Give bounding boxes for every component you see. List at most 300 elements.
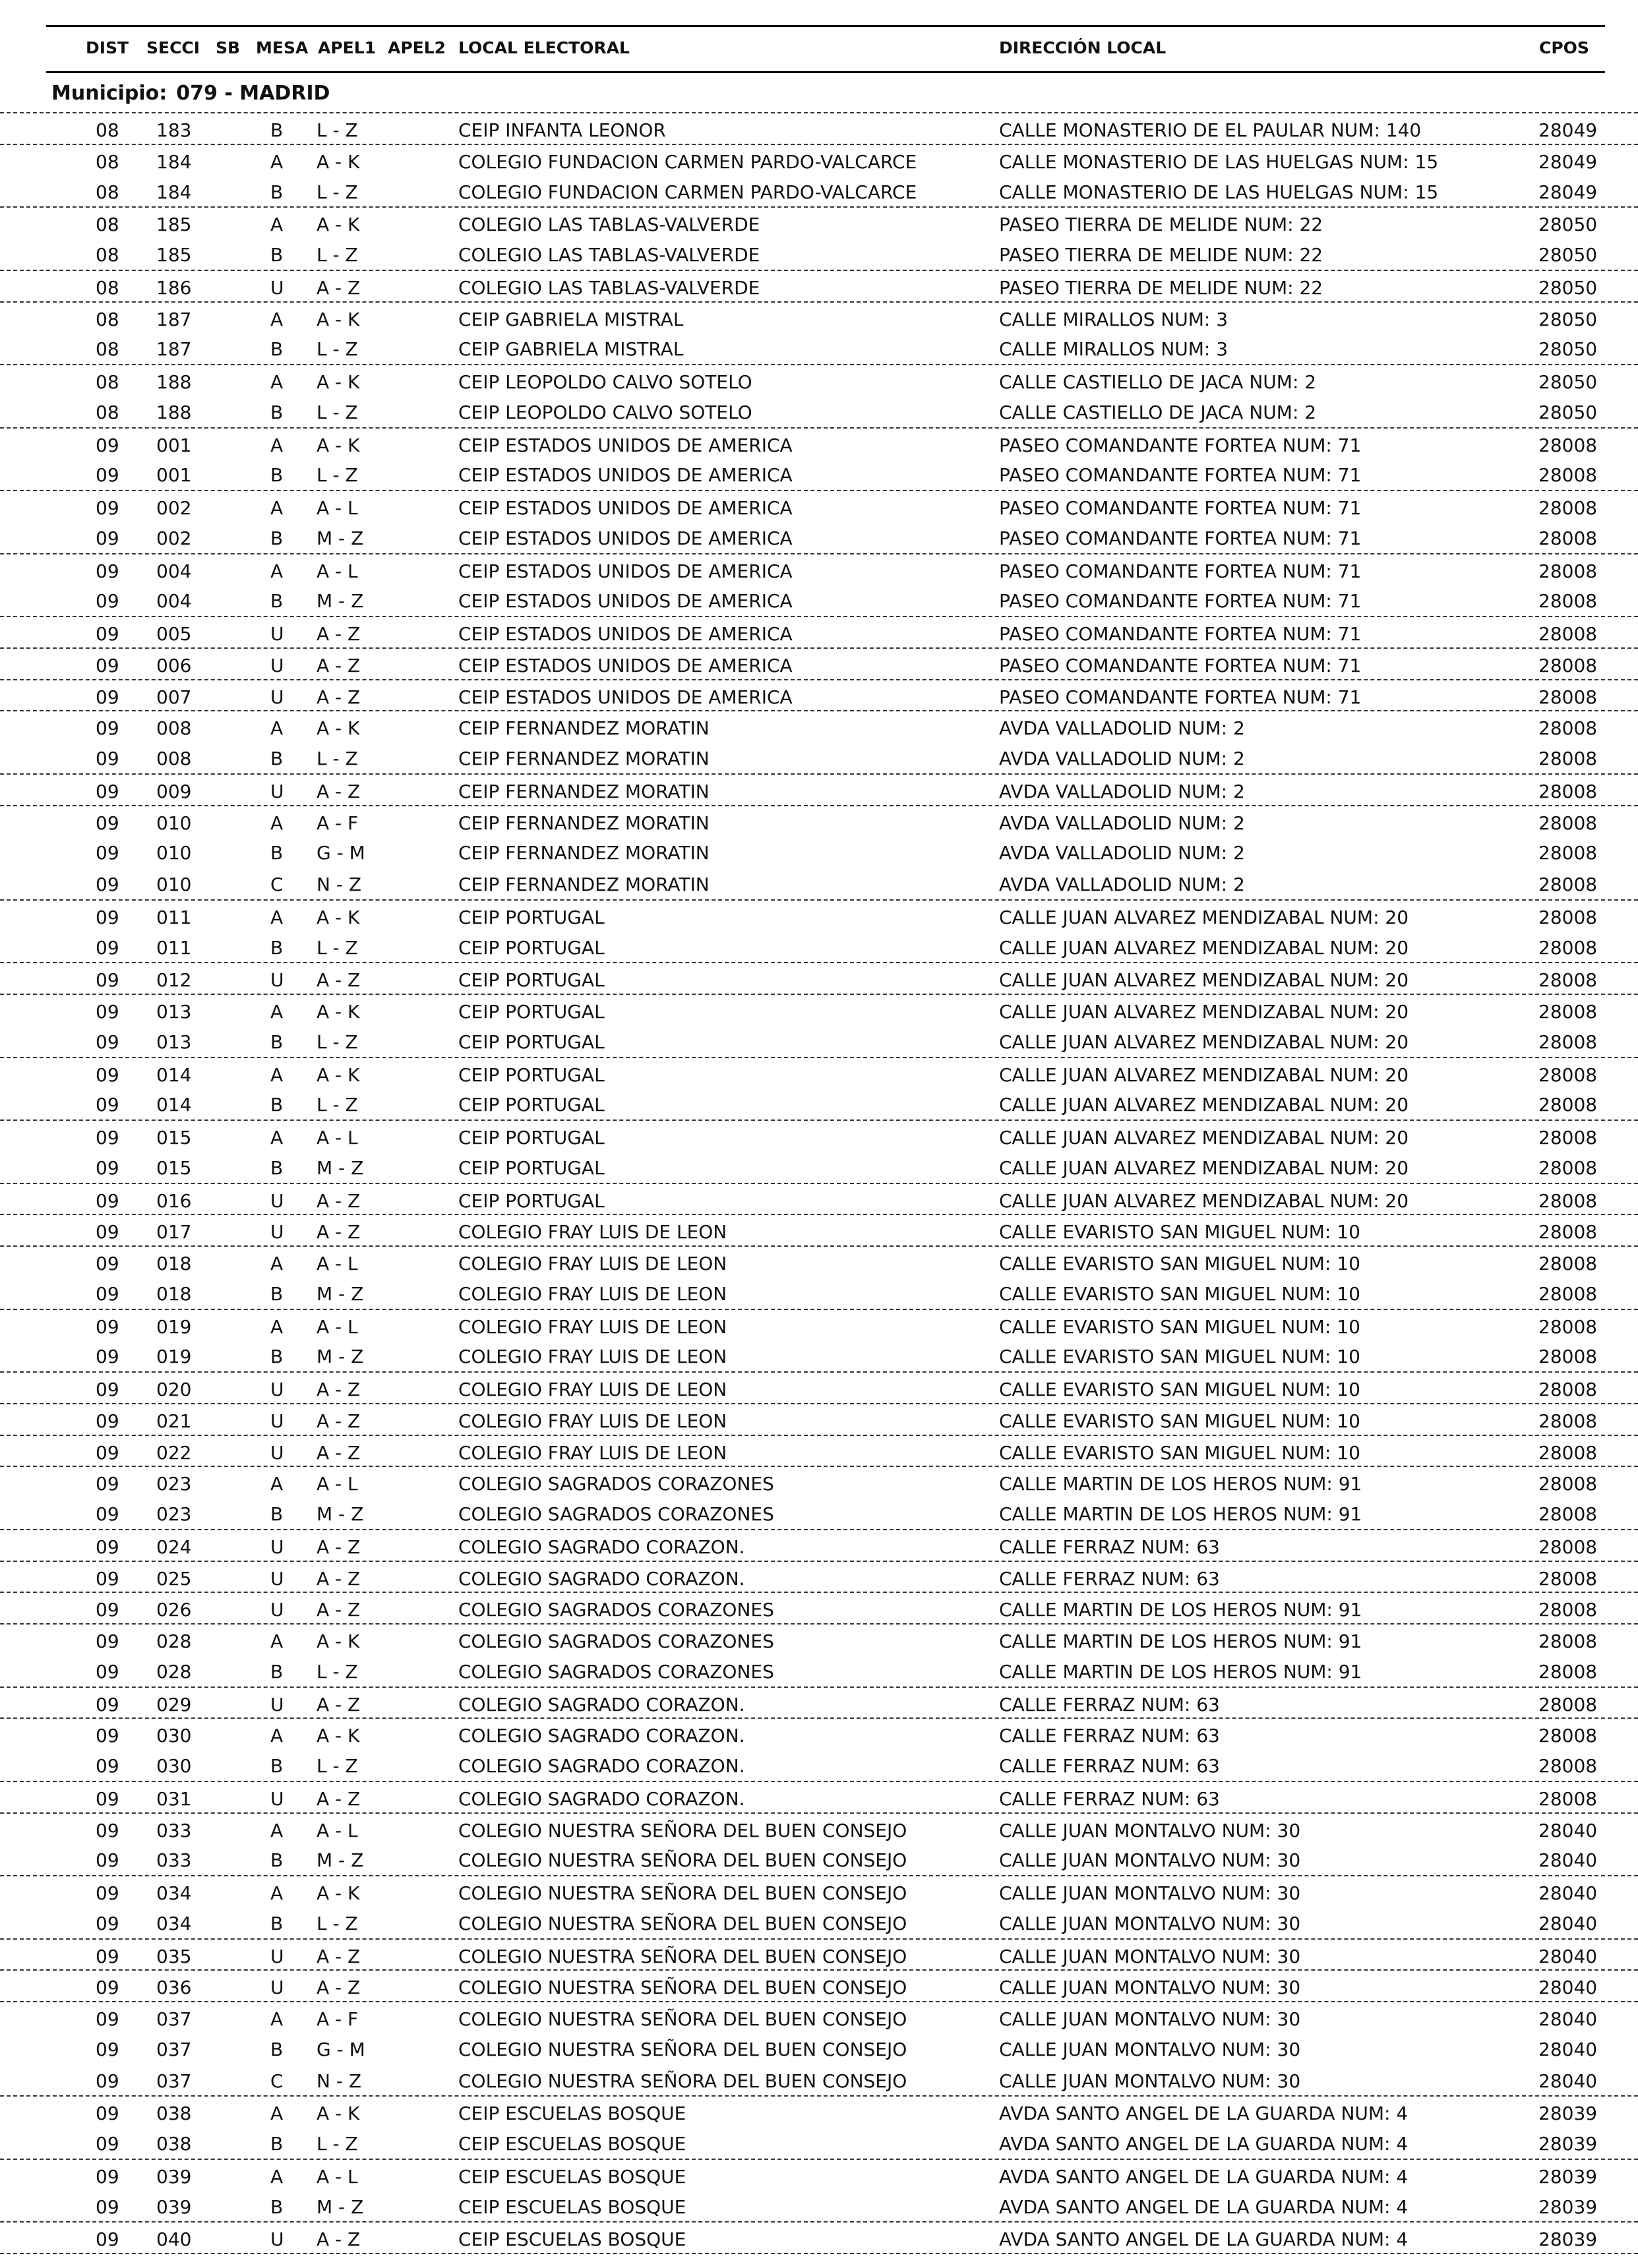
cpos-cell: 28049 xyxy=(1538,181,1598,203)
direccion-cell: CALLE JUAN MONTALVO NUM: 30 xyxy=(999,2070,1301,2092)
secci-cell: 014 xyxy=(156,1094,192,1116)
table-row xyxy=(0,1057,1638,1090)
cpos-cell: 28040 xyxy=(1538,1945,1598,1967)
sb-cell: A xyxy=(270,371,284,393)
cpos-cell: 28008 xyxy=(1538,812,1598,834)
dist-cell: 08 xyxy=(96,214,119,236)
cpos-cell: 28008 xyxy=(1538,1787,1598,1810)
dist-cell: 09 xyxy=(96,936,119,959)
cpos-cell: 28008 xyxy=(1538,497,1598,519)
sb-cell: A xyxy=(270,1473,284,1495)
sb-cell: U xyxy=(270,1536,284,1558)
local-cell: COLEGIO NUESTRA SEÑORA DEL BUEN CONSEJO xyxy=(458,1882,907,1904)
apel1-cell: M - Z xyxy=(317,1849,364,1872)
direccion-cell: AVDA VALLADOLID NUM: 2 xyxy=(999,812,1245,834)
cpos-cell: 28040 xyxy=(1538,2008,1598,2030)
table-row xyxy=(0,994,1638,1027)
sb-cell: U xyxy=(270,2228,284,2251)
cpos-cell: 28050 xyxy=(1538,371,1598,393)
table-row xyxy=(0,836,1638,868)
sb-cell: A xyxy=(270,560,284,582)
dist-cell: 08 xyxy=(96,371,119,393)
dist-cell: 09 xyxy=(96,1282,119,1305)
apel1-cell: A - Z xyxy=(317,969,361,992)
local-cell: CEIP ESTADOS UNIDOS DE AMERICA xyxy=(458,560,793,582)
apel1-cell: L - Z xyxy=(317,936,358,959)
sb-cell: B xyxy=(270,2195,284,2218)
dist-cell: 09 xyxy=(96,1882,119,1904)
dist-cell: 09 xyxy=(96,969,119,992)
secci-cell: 028 xyxy=(156,1660,192,1683)
local-cell: CEIP PORTUGAL xyxy=(458,1001,605,1023)
cpos-cell: 28039 xyxy=(1538,2165,1598,2188)
secci-cell: 031 xyxy=(156,1787,192,1810)
apel1-cell: A - L xyxy=(317,2165,358,2188)
sb-cell: A xyxy=(270,497,284,519)
direccion-cell: PASEO COMANDANTE FORTEA NUM: 71 xyxy=(999,560,1362,582)
direccion-cell: CALLE MONASTERIO DE LAS HUELGAS NUM: 15 xyxy=(999,181,1439,203)
table-row xyxy=(0,2221,1638,2254)
direccion-cell: AVDA SANTO ANGEL DE LA GUARDA NUM: 4 xyxy=(999,2228,1409,2251)
table-row xyxy=(0,144,1638,177)
cpos-cell: 28008 xyxy=(1538,1725,1598,1747)
dist-cell: 09 xyxy=(96,1725,119,1747)
table-row xyxy=(0,270,1638,303)
direccion-cell: PASEO TIERRA DE MELIDE NUM: 22 xyxy=(999,244,1323,266)
dist-cell: 09 xyxy=(96,527,119,549)
table-row xyxy=(0,1277,1638,1309)
dist-cell: 09 xyxy=(96,1441,119,1464)
sb-cell: A xyxy=(270,1253,284,1274)
cpos-cell: 28008 xyxy=(1538,1503,1598,1525)
direccion-cell: CALLE MARTIN DE LOS HEROS NUM: 91 xyxy=(999,1630,1362,1652)
local-cell: COLEGIO SAGRADOS CORAZONES xyxy=(458,1473,774,1495)
sb-cell: B xyxy=(270,1094,284,1116)
sb-cell: A xyxy=(270,1882,284,1904)
direccion-cell: CALLE JUAN MONTALVO NUM: 30 xyxy=(999,2038,1301,2060)
direccion-cell: PASEO COMANDANTE FORTEA NUM: 71 xyxy=(999,623,1362,645)
local-cell: COLEGIO FRAY LUIS DE LEON xyxy=(458,1379,727,1400)
local-cell: COLEGIO NUESTRA SEÑORA DEL BUEN CONSEJO xyxy=(458,1912,907,1934)
apel1-cell: A - Z xyxy=(317,1787,361,1810)
sb-cell: U xyxy=(270,686,284,708)
cpos-cell: 28008 xyxy=(1538,1379,1598,1400)
sb-cell: B xyxy=(270,1755,284,1777)
local-cell: CEIP ESTADOS UNIDOS DE AMERICA xyxy=(458,464,793,487)
direccion-cell: CALLE MIRALLOS NUM: 3 xyxy=(999,338,1228,361)
secci-cell: 019 xyxy=(156,1315,192,1338)
direccion-cell: CALLE JUAN ALVAREZ MENDIZABAL NUM: 20 xyxy=(999,906,1409,928)
dist-cell: 09 xyxy=(96,842,119,864)
sb-cell: B xyxy=(270,748,284,769)
secci-cell: 026 xyxy=(156,1599,192,1621)
sb-cell: B xyxy=(270,2038,284,2060)
apel1-cell: A - Z xyxy=(317,686,361,708)
local-cell: CEIP PORTUGAL xyxy=(458,1189,605,1212)
apel1-cell: A - Z xyxy=(317,623,361,645)
table-row xyxy=(0,1781,1638,1814)
table-row xyxy=(0,396,1638,427)
cpos-cell: 28008 xyxy=(1538,623,1598,645)
dist-cell: 08 xyxy=(96,276,119,299)
direccion-cell: CALLE FERRAZ NUM: 63 xyxy=(999,1755,1220,1777)
direccion-cell: CALLE CASTIELLO DE JACA NUM: 2 xyxy=(999,401,1317,423)
cpos-cell: 28039 xyxy=(1538,2195,1598,2218)
local-cell: COLEGIO SAGRADO CORAZON. xyxy=(458,1787,745,1810)
apel1-cell: A - L xyxy=(317,497,358,519)
sb-cell: U xyxy=(270,1221,284,1243)
apel1-cell: A - K xyxy=(317,1063,360,1086)
sb-cell: A xyxy=(270,2103,284,2125)
cpos-cell: 28040 xyxy=(1538,2070,1598,2092)
table-row xyxy=(0,206,1638,239)
cpos-cell: 28008 xyxy=(1538,527,1598,549)
dist-cell: 09 xyxy=(96,1787,119,1810)
secci-cell: 008 xyxy=(156,717,192,740)
direccion-cell: CALLE FERRAZ NUM: 63 xyxy=(999,1693,1220,1716)
dist-cell: 09 xyxy=(96,654,119,676)
secci-cell: 005 xyxy=(156,623,192,645)
dist-cell: 09 xyxy=(96,623,119,645)
secci-cell: 187 xyxy=(156,338,192,361)
sb-cell: A xyxy=(270,717,284,740)
local-cell: CEIP PORTUGAL xyxy=(458,1030,605,1053)
dist-cell: 08 xyxy=(96,308,119,330)
dist-cell: 09 xyxy=(96,2008,119,2030)
direccion-cell: CALLE EVARISTO SAN MIGUEL NUM: 10 xyxy=(999,1346,1360,1368)
cpos-cell: 28008 xyxy=(1538,842,1598,864)
secci-cell: 185 xyxy=(156,244,192,266)
secci-cell: 028 xyxy=(156,1630,192,1652)
cpos-cell: 28008 xyxy=(1538,969,1598,992)
apel1-cell: L - Z xyxy=(317,1094,358,1116)
cpos-cell: 28008 xyxy=(1538,1127,1598,1149)
local-cell: COLEGIO LAS TABLAS-VALVERDE xyxy=(458,276,760,299)
apel1-cell: A - F xyxy=(317,2008,359,2030)
dist-cell: 09 xyxy=(96,1473,119,1495)
cpos-cell: 28039 xyxy=(1538,2228,1598,2251)
cpos-cell: 28008 xyxy=(1538,1599,1598,1621)
sb-cell: A xyxy=(270,214,284,236)
direccion-cell: CALLE JUAN MONTALVO NUM: 30 xyxy=(999,1882,1301,1904)
municipio-label: Municipio: xyxy=(51,82,167,105)
apel1-cell: A - K xyxy=(317,1001,360,1023)
table-row xyxy=(0,1969,1638,2002)
direccion-cell: CALLE JUAN ALVAREZ MENDIZABAL NUM: 20 xyxy=(999,1063,1409,1086)
apel1-cell: A - Z xyxy=(317,1379,361,1400)
dist-cell: 09 xyxy=(96,1410,119,1432)
secci-cell: 019 xyxy=(156,1346,192,1368)
apel1-cell: A - Z xyxy=(317,276,361,299)
sb-cell: U xyxy=(270,276,284,299)
local-cell: COLEGIO NUESTRA SEÑORA DEL BUEN CONSEJO xyxy=(458,2070,907,2092)
secci-cell: 013 xyxy=(156,1001,192,1023)
local-cell: COLEGIO SAGRADO CORAZON. xyxy=(458,1725,745,1747)
sb-cell: U xyxy=(270,1441,284,1464)
dist-cell: 09 xyxy=(96,497,119,519)
header-mesa: MESA xyxy=(256,38,309,57)
municipio-value: 079 - MADRID xyxy=(176,82,330,105)
table-end-rule xyxy=(0,2253,1638,2254)
dist-cell: 09 xyxy=(96,1315,119,1338)
sb-cell: U xyxy=(270,1977,284,1999)
direccion-cell: PASEO COMANDANTE FORTEA NUM: 71 xyxy=(999,497,1362,519)
apel1-cell: G - M xyxy=(317,842,365,864)
dist-cell: 09 xyxy=(96,1189,119,1212)
dist-cell: 09 xyxy=(96,748,119,769)
sb-cell: B xyxy=(270,1030,284,1053)
direccion-cell: PASEO TIERRA DE MELIDE NUM: 22 xyxy=(999,276,1323,299)
cpos-cell: 28040 xyxy=(1538,1849,1598,1872)
local-cell: CEIP FERNANDEZ MORATIN xyxy=(458,780,710,802)
dist-cell: 09 xyxy=(96,1849,119,1872)
table-row xyxy=(0,112,1638,145)
secci-cell: 020 xyxy=(156,1379,192,1400)
cpos-cell: 28008 xyxy=(1538,1441,1598,1464)
cpos-cell: 28008 xyxy=(1538,560,1598,582)
table-row xyxy=(0,490,1638,523)
secci-cell: 014 xyxy=(156,1063,192,1086)
direccion-cell: CALLE JUAN ALVAREZ MENDIZABAL NUM: 20 xyxy=(999,1094,1409,1116)
secci-cell: 033 xyxy=(156,1819,192,1841)
secci-cell: 015 xyxy=(156,1156,192,1179)
secci-cell: 010 xyxy=(156,842,192,864)
secci-cell: 033 xyxy=(156,1849,192,1872)
dist-cell: 09 xyxy=(96,1001,119,1023)
direccion-cell: AVDA VALLADOLID NUM: 2 xyxy=(999,780,1245,802)
table-row xyxy=(0,1214,1638,1247)
cpos-cell: 28050 xyxy=(1538,214,1598,236)
sb-cell: A xyxy=(270,2008,284,2030)
secci-cell: 188 xyxy=(156,371,192,393)
table-row xyxy=(0,1875,1638,1908)
dist-cell: 08 xyxy=(96,244,119,266)
direccion-cell: PASEO COMANDANTE FORTEA NUM: 71 xyxy=(999,434,1362,456)
table-row xyxy=(0,805,1638,838)
dist-cell: 09 xyxy=(96,560,119,582)
secci-cell: 183 xyxy=(156,119,192,141)
secci-cell: 040 xyxy=(156,2228,192,2251)
secci-cell: 034 xyxy=(156,1912,192,1934)
apel1-cell: A - K xyxy=(317,434,360,456)
sb-cell: U xyxy=(270,780,284,802)
apel1-cell: A - L xyxy=(317,1473,358,1495)
dist-cell: 09 xyxy=(96,874,119,895)
sb-cell: U xyxy=(270,1189,284,1212)
apel1-cell: A - L xyxy=(317,1315,358,1338)
apel1-cell: A - K xyxy=(317,150,360,173)
cpos-cell: 28008 xyxy=(1538,1315,1598,1338)
apel1-cell: A - K xyxy=(317,214,360,236)
dist-cell: 09 xyxy=(96,2070,119,2092)
apel1-cell: A - Z xyxy=(317,1221,361,1243)
direccion-cell: CALLE JUAN ALVAREZ MENDIZABAL NUM: 20 xyxy=(999,936,1409,959)
direccion-cell: CALLE EVARISTO SAN MIGUEL NUM: 10 xyxy=(999,1282,1360,1305)
secci-cell: 029 xyxy=(156,1693,192,1716)
secci-cell: 037 xyxy=(156,2038,192,2060)
secci-cell: 035 xyxy=(156,1945,192,1967)
local-cell: CEIP ESTADOS UNIDOS DE AMERICA xyxy=(458,590,793,612)
dist-cell: 09 xyxy=(96,1536,119,1558)
local-cell: CEIP ESTADOS UNIDOS DE AMERICA xyxy=(458,434,793,456)
direccion-cell: AVDA VALLADOLID NUM: 2 xyxy=(999,874,1245,895)
table-row xyxy=(0,1183,1638,1216)
apel1-cell: A - K xyxy=(317,308,360,330)
direccion-cell: CALLE JUAN MONTALVO NUM: 30 xyxy=(999,1945,1301,1967)
local-cell: CEIP ESCUELAS BOSQUE xyxy=(458,2165,686,2188)
sb-cell: A xyxy=(270,1001,284,1023)
sb-cell: U xyxy=(270,1787,284,1810)
local-cell: COLEGIO FRAY LUIS DE LEON xyxy=(458,1315,727,1338)
local-cell: COLEGIO LAS TABLAS-VALVERDE xyxy=(458,244,760,266)
apel1-cell: L - Z xyxy=(317,748,358,769)
secci-cell: 023 xyxy=(156,1473,192,1495)
direccion-cell: AVDA SANTO ANGEL DE LA GUARDA NUM: 4 xyxy=(999,2133,1409,2155)
local-cell: CEIP FERNANDEZ MORATIN xyxy=(458,717,710,740)
cpos-cell: 28008 xyxy=(1538,1755,1598,1777)
direccion-cell: PASEO COMANDANTE FORTEA NUM: 71 xyxy=(999,654,1362,676)
local-cell: COLEGIO NUESTRA SEÑORA DEL BUEN CONSEJO xyxy=(458,2038,907,2060)
sb-cell: B xyxy=(270,590,284,612)
dist-cell: 09 xyxy=(96,1819,119,1841)
secci-cell: 023 xyxy=(156,1503,192,1525)
local-cell: COLEGIO SAGRADO CORAZON. xyxy=(458,1693,745,1716)
table-row xyxy=(0,1749,1638,1781)
sb-cell: B xyxy=(270,1912,284,1934)
secci-cell: 011 xyxy=(156,936,192,959)
header-secci: SECCI xyxy=(146,38,200,57)
cpos-cell: 28050 xyxy=(1538,244,1598,266)
direccion-cell: CALLE EVARISTO SAN MIGUEL NUM: 10 xyxy=(999,1253,1360,1274)
dist-cell: 08 xyxy=(96,181,119,203)
dist-cell: 09 xyxy=(96,1977,119,1999)
local-cell: CEIP GABRIELA MISTRAL xyxy=(458,338,684,361)
direccion-cell: CALLE JUAN ALVAREZ MENDIZABAL NUM: 20 xyxy=(999,1001,1409,1023)
local-cell: COLEGIO NUESTRA SEÑORA DEL BUEN CONSEJO xyxy=(458,1819,907,1841)
secci-cell: 011 xyxy=(156,906,192,928)
apel1-cell: L - Z xyxy=(317,1755,358,1777)
dist-cell: 09 xyxy=(96,1379,119,1400)
secci-cell: 037 xyxy=(156,2070,192,2092)
dist-cell: 09 xyxy=(96,2165,119,2188)
dist-cell: 09 xyxy=(96,590,119,612)
apel1-cell: A - Z xyxy=(317,1536,361,1558)
secci-cell: 021 xyxy=(156,1410,192,1432)
table-row xyxy=(0,1686,1638,1719)
apel1-cell: M - Z xyxy=(317,2195,364,2218)
local-cell: COLEGIO SAGRADOS CORAZONES xyxy=(458,1599,774,1621)
cpos-cell: 28039 xyxy=(1538,2103,1598,2125)
apel1-cell: M - Z xyxy=(317,1282,364,1305)
table-row xyxy=(0,679,1638,712)
secci-cell: 012 xyxy=(156,969,192,992)
cpos-cell: 28049 xyxy=(1538,150,1598,173)
apel1-cell: A - F xyxy=(317,812,359,834)
direccion-cell: CALLE FERRAZ NUM: 63 xyxy=(999,1567,1220,1590)
sb-cell: B xyxy=(270,2133,284,2155)
direccion-cell: PASEO TIERRA DE MELIDE NUM: 22 xyxy=(999,214,1323,236)
sb-cell: B xyxy=(270,401,284,423)
direccion-cell: AVDA VALLADOLID NUM: 2 xyxy=(999,717,1245,740)
table-row xyxy=(0,238,1638,270)
secci-cell: 013 xyxy=(156,1030,192,1053)
cpos-cell: 28008 xyxy=(1538,464,1598,487)
apel1-cell: A - K xyxy=(317,2103,360,2125)
dist-cell: 09 xyxy=(96,1912,119,1934)
header-sb: SB xyxy=(216,38,241,57)
local-cell: CEIP GABRIELA MISTRAL xyxy=(458,308,684,330)
table-row xyxy=(0,647,1638,680)
local-cell: CEIP ESTADOS UNIDOS DE AMERICA xyxy=(458,623,793,645)
local-cell: CEIP FERNANDEZ MORATIN xyxy=(458,842,710,864)
local-cell: CEIP PORTUGAL xyxy=(458,936,605,959)
cpos-cell: 28008 xyxy=(1538,1630,1598,1652)
table-row xyxy=(0,175,1638,207)
table-row xyxy=(0,1309,1638,1342)
sb-cell: B xyxy=(270,842,284,864)
apel1-cell: A - K xyxy=(317,1630,360,1652)
local-cell: COLEGIO SAGRADOS CORAZONES xyxy=(458,1660,774,1683)
local-cell: CEIP ESCUELAS BOSQUE xyxy=(458,2103,686,2125)
direccion-cell: AVDA SANTO ANGEL DE LA GUARDA NUM: 4 xyxy=(999,2165,1409,2188)
cpos-cell: 28008 xyxy=(1538,748,1598,769)
direccion-cell: CALLE FERRAZ NUM: 63 xyxy=(999,1787,1220,1810)
apel1-cell: L - Z xyxy=(317,2133,358,2155)
secci-cell: 184 xyxy=(156,181,192,203)
secci-cell: 004 xyxy=(156,560,192,582)
dist-cell: 08 xyxy=(96,119,119,141)
table-row xyxy=(0,2064,1638,2096)
top-rule xyxy=(46,25,1605,27)
direccion-cell: AVDA VALLADOLID NUM: 2 xyxy=(999,748,1245,769)
apel1-cell: L - Z xyxy=(317,244,358,266)
secci-cell: 039 xyxy=(156,2195,192,2218)
table-row xyxy=(0,1466,1638,1499)
cpos-cell: 28008 xyxy=(1538,654,1598,676)
local-cell: COLEGIO FRAY LUIS DE LEON xyxy=(458,1253,727,1274)
secci-cell: 001 xyxy=(156,464,192,487)
cpos-cell: 28040 xyxy=(1538,1912,1598,1934)
cpos-cell: 28040 xyxy=(1538,1819,1598,1841)
apel1-cell: A - Z xyxy=(317,1441,361,1464)
table-row xyxy=(0,522,1638,553)
sb-cell: A xyxy=(270,434,284,456)
sb-cell: B xyxy=(270,527,284,549)
table-row xyxy=(0,1529,1638,1562)
apel1-cell: A - K xyxy=(317,906,360,928)
sb-cell: A xyxy=(270,1315,284,1338)
direccion-cell: AVDA VALLADOLID NUM: 2 xyxy=(999,842,1245,864)
table-row xyxy=(0,1592,1638,1625)
table-row xyxy=(0,2095,1638,2128)
apel1-cell: A - Z xyxy=(317,1693,361,1716)
table-row xyxy=(0,616,1638,649)
secci-cell: 185 xyxy=(156,214,192,236)
dist-cell: 09 xyxy=(96,1253,119,1274)
dist-cell: 09 xyxy=(96,1127,119,1149)
direccion-cell: CALLE JUAN MONTALVO NUM: 30 xyxy=(999,2008,1301,2030)
header-dist: DIST xyxy=(86,38,129,57)
cpos-cell: 28050 xyxy=(1538,308,1598,330)
apel1-cell: A - L xyxy=(317,1127,358,1149)
local-cell: COLEGIO NUESTRA SEÑORA DEL BUEN CONSEJO xyxy=(458,1945,907,1967)
direccion-cell: CALLE JUAN ALVAREZ MENDIZABAL NUM: 20 xyxy=(999,1189,1409,1212)
local-cell: COLEGIO FRAY LUIS DE LEON xyxy=(458,1410,727,1432)
header-cpos: CPOS xyxy=(1539,38,1589,57)
dist-cell: 09 xyxy=(96,1599,119,1621)
table-row xyxy=(0,458,1638,490)
apel1-cell: M - Z xyxy=(317,527,364,549)
